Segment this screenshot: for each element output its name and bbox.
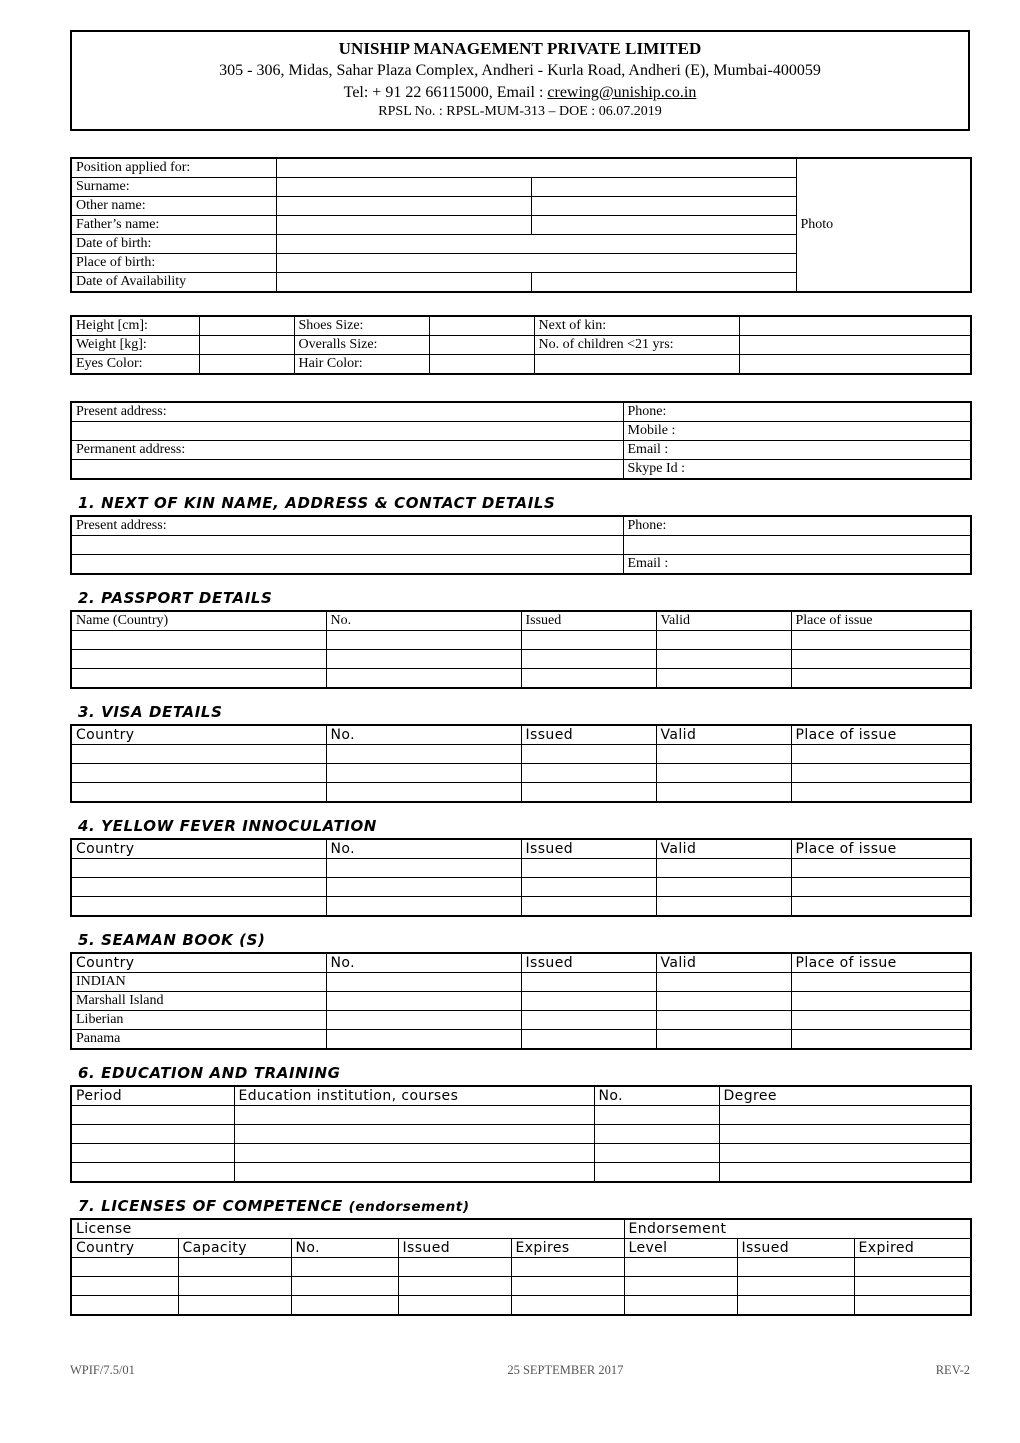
cell[interactable] <box>511 1277 624 1296</box>
cell[interactable] <box>71 650 326 669</box>
cell[interactable] <box>178 1277 291 1296</box>
cell[interactable] <box>71 631 326 650</box>
table-row <box>71 336 971 355</box>
table-row <box>71 669 971 689</box>
cell[interactable] <box>656 764 791 783</box>
personal-details-table <box>70 157 972 293</box>
table-header-row <box>71 839 971 859</box>
table-row <box>71 460 971 480</box>
eyes-color-label: Eyes Color: <box>71 355 199 375</box>
endorsement-col-expired: Expired <box>854 1239 971 1258</box>
cell[interactable] <box>71 745 326 764</box>
cell[interactable] <box>737 1277 854 1296</box>
endorsement-col-level: Level <box>624 1239 737 1258</box>
footer-document-id: WPIF/7.5/01 <box>70 1363 135 1377</box>
cell[interactable] <box>791 897 971 917</box>
kin-address-field-2[interactable] <box>71 555 623 575</box>
table-row <box>71 402 971 422</box>
cell[interactable] <box>326 650 521 669</box>
height-field[interactable] <box>199 316 294 336</box>
table-row <box>71 1125 971 1144</box>
visa-col-country: Country <box>71 725 326 745</box>
cell[interactable] <box>398 1277 511 1296</box>
cell[interactable] <box>791 783 971 803</box>
table-row <box>71 745 971 764</box>
date-of-birth-field[interactable] <box>276 235 796 254</box>
cell[interactable] <box>594 1163 719 1183</box>
cell[interactable] <box>178 1296 291 1316</box>
cell[interactable] <box>656 973 791 992</box>
education-col-institution: Education institution, courses <box>234 1086 594 1106</box>
table-row <box>71 973 971 992</box>
visa-col-place: Place of issue <box>791 725 971 745</box>
licenses-col-issued: Issued <box>398 1239 511 1258</box>
place-of-birth-field[interactable] <box>276 254 796 273</box>
passport-col-name: Name (Country) <box>71 611 326 631</box>
other-name-label: Other name: <box>71 197 276 216</box>
table-row <box>71 1030 971 1050</box>
mobile-label: Mobile : <box>623 422 971 441</box>
cell[interactable] <box>71 783 326 803</box>
cell[interactable] <box>791 1011 971 1030</box>
table-row <box>71 650 971 669</box>
endorsement-col-issued: Issued <box>737 1239 854 1258</box>
visa-col-no: No. <box>326 725 521 745</box>
table-row <box>71 1258 971 1277</box>
cell[interactable] <box>656 783 791 803</box>
passport-details-table <box>70 610 972 689</box>
table-row <box>71 1163 971 1183</box>
table-row <box>71 1011 971 1030</box>
licenses-col-expires: Expires <box>511 1239 624 1258</box>
overalls-size-label: Overalls Size: <box>294 336 429 355</box>
weight-label: Weight [kg]: <box>71 336 199 355</box>
shoes-size-label: Shoes Size: <box>294 316 429 336</box>
cell[interactable] <box>521 669 656 689</box>
eyes-color-field[interactable] <box>199 355 294 375</box>
cell[interactable] <box>791 878 971 897</box>
cell[interactable] <box>719 1106 971 1125</box>
seamanbook-col-country: Country <box>71 953 326 973</box>
height-label: Height [cm]: <box>71 316 199 336</box>
cell[interactable] <box>854 1258 971 1277</box>
visa-details-table <box>70 724 972 803</box>
cell[interactable] <box>656 897 791 917</box>
table-row <box>71 441 971 460</box>
cell[interactable] <box>71 897 326 917</box>
section-heading-next-of-kin: 1. NEXT OF KIN NAME, ADDRESS & CONTACT DETAILS <box>78 494 556 513</box>
hair-color-field[interactable] <box>429 355 534 375</box>
cell[interactable] <box>656 992 791 1011</box>
spacer <box>70 689 970 703</box>
cell[interactable] <box>71 669 326 689</box>
cell[interactable] <box>291 1258 398 1277</box>
cell[interactable] <box>719 1163 971 1183</box>
section-heading-licenses <box>78 1197 970 1215</box>
seamanbook-country-indian: INDIAN <box>71 973 326 992</box>
cell[interactable] <box>791 745 971 764</box>
cell[interactable] <box>234 1106 594 1125</box>
cell[interactable] <box>791 992 971 1011</box>
kin-email-label: Email : <box>623 555 971 575</box>
cell[interactable] <box>521 973 656 992</box>
cell[interactable] <box>791 859 971 878</box>
licenses-competence-table <box>70 1218 972 1316</box>
company-name: UNISHIP MANAGEMENT PRIVATE LIMITED <box>338 39 702 58</box>
cell[interactable] <box>326 992 521 1011</box>
licenses-col-no: No. <box>291 1239 398 1258</box>
yellowfever-col-valid: Valid <box>656 839 791 859</box>
surname-field-a[interactable] <box>276 178 531 197</box>
cell[interactable] <box>791 973 971 992</box>
spacer <box>70 803 970 817</box>
cell[interactable] <box>719 1125 971 1144</box>
cell[interactable] <box>326 973 521 992</box>
cell[interactable] <box>791 764 971 783</box>
seamanbook-col-valid: Valid <box>656 953 791 973</box>
section-heading-visa: 3. VISA DETAILS <box>78 703 223 722</box>
education-col-period: Period <box>71 1086 234 1106</box>
cell[interactable] <box>71 1296 178 1316</box>
cell[interactable] <box>594 1125 719 1144</box>
cell[interactable] <box>656 631 791 650</box>
company-letterhead <box>70 30 970 131</box>
cell[interactable] <box>521 1030 656 1050</box>
table-header-row <box>71 611 971 631</box>
cell[interactable] <box>656 669 791 689</box>
kin-present-address-label: Present address: <box>71 516 623 536</box>
cell[interactable] <box>719 1144 971 1163</box>
next-of-kin-label: Next of kin: <box>534 316 739 336</box>
cell[interactable] <box>737 1296 854 1316</box>
next-of-kin-field[interactable] <box>739 316 971 336</box>
cell[interactable] <box>521 897 656 917</box>
cell[interactable] <box>656 745 791 764</box>
education-training-table <box>70 1085 972 1183</box>
education-col-degree: Degree <box>719 1086 971 1106</box>
cell[interactable] <box>624 1296 737 1316</box>
cell[interactable] <box>326 1030 521 1050</box>
cell[interactable] <box>521 1011 656 1030</box>
table-row <box>71 1106 971 1125</box>
phone-label: Phone: <box>623 402 971 422</box>
cell[interactable] <box>511 1258 624 1277</box>
spacer <box>70 131 970 157</box>
yellowfever-col-issued: Issued <box>521 839 656 859</box>
seamanbook-col-issued: Issued <box>521 953 656 973</box>
cell[interactable] <box>234 1125 594 1144</box>
other-name-field-a[interactable] <box>276 197 531 216</box>
cell[interactable] <box>791 631 971 650</box>
measurements-table <box>70 315 972 375</box>
cell[interactable] <box>791 669 971 689</box>
cell[interactable] <box>326 631 521 650</box>
table-row <box>71 555 971 575</box>
date-of-birth-label: Date of birth: <box>71 235 276 254</box>
measurements-blank-a[interactable] <box>534 355 739 375</box>
spacer <box>70 917 970 931</box>
seamanbook-col-no: No. <box>326 953 521 973</box>
cell[interactable] <box>234 1144 594 1163</box>
seamanbook-country-panama: Panama <box>71 1030 326 1050</box>
passport-col-no: No. <box>326 611 521 631</box>
seamanbook-country-liberian: Liberian <box>71 1011 326 1030</box>
spacer <box>70 375 970 401</box>
cell[interactable] <box>71 878 326 897</box>
table-row <box>71 158 971 178</box>
fathers-name-label: Father’s name: <box>71 216 276 235</box>
present-address-field[interactable] <box>71 422 623 441</box>
passport-col-issued: Issued <box>521 611 656 631</box>
table-row <box>71 1296 971 1316</box>
cell[interactable] <box>521 631 656 650</box>
cell[interactable] <box>521 764 656 783</box>
measurements-blank-b[interactable] <box>739 355 971 375</box>
table-row <box>71 897 971 917</box>
section-heading-education: 6. EDUCATION AND TRAINING <box>78 1064 341 1083</box>
cell[interactable] <box>521 878 656 897</box>
company-address: 305 - 306, Midas, Sahar Plaza Complex, Andheri - Kurla Road, Andheri (E), Mumbai-400059 <box>219 62 821 80</box>
cell[interactable] <box>521 745 656 764</box>
cell[interactable] <box>398 1258 511 1277</box>
company-contact <box>82 82 958 103</box>
cell[interactable] <box>521 859 656 878</box>
cell[interactable] <box>398 1296 511 1316</box>
cell[interactable] <box>656 1030 791 1050</box>
cell[interactable] <box>854 1277 971 1296</box>
cell[interactable] <box>737 1258 854 1277</box>
passport-col-place: Place of issue <box>791 611 971 631</box>
footer-revision: REV-2 <box>935 1363 970 1377</box>
yellow-fever-table <box>70 838 972 917</box>
permanent-address-label: Permanent address: <box>71 441 623 460</box>
cell[interactable] <box>71 859 326 878</box>
contact-prefix: Tel: + 91 22 66115000, Email : <box>343 83 548 101</box>
cell[interactable] <box>594 1144 719 1163</box>
cell[interactable] <box>326 783 521 803</box>
table-row <box>71 631 971 650</box>
place-of-birth-label: Place of birth: <box>71 254 276 273</box>
hair-color-label: Hair Color: <box>294 355 429 375</box>
seamanbook-col-place: Place of issue <box>791 953 971 973</box>
spacer <box>70 293 970 315</box>
table-row <box>71 516 971 536</box>
cell[interactable] <box>234 1163 594 1183</box>
licenses-group-endorsement: Endorsement <box>624 1219 971 1239</box>
cell[interactable] <box>71 1144 234 1163</box>
cell[interactable] <box>656 650 791 669</box>
contact-details-table <box>70 401 972 480</box>
cell[interactable] <box>71 764 326 783</box>
other-name-field-b[interactable] <box>531 197 796 216</box>
table-row <box>71 992 971 1011</box>
overalls-size-field[interactable] <box>429 336 534 355</box>
cell[interactable] <box>326 764 521 783</box>
permanent-address-field[interactable] <box>71 460 623 480</box>
table-header-group-row <box>71 1219 971 1239</box>
next-of-kin-table <box>70 515 972 575</box>
cell[interactable] <box>178 1258 291 1277</box>
cell[interactable] <box>326 878 521 897</box>
surname-field-b[interactable] <box>531 178 796 197</box>
cell[interactable] <box>326 669 521 689</box>
footer-date: 25 SEPTEMBER 2017 <box>507 1363 624 1377</box>
cell[interactable] <box>326 859 521 878</box>
spacer <box>70 1050 970 1064</box>
cell[interactable] <box>624 1277 737 1296</box>
company-email-link[interactable]: crewing@uniship.co.in <box>547 83 697 101</box>
table-row <box>71 1144 971 1163</box>
skype-label: Skype Id : <box>623 460 971 480</box>
table-header-row <box>71 725 971 745</box>
kin-phone-label: Phone: <box>623 516 971 536</box>
yellowfever-col-no: No. <box>326 839 521 859</box>
spacer <box>70 1183 970 1197</box>
table-header-row <box>71 953 971 973</box>
spacer <box>70 480 970 494</box>
table-row <box>71 878 971 897</box>
licenses-group-license: License <box>71 1219 624 1239</box>
cell[interactable] <box>326 1011 521 1030</box>
cell[interactable] <box>291 1296 398 1316</box>
cell[interactable] <box>791 1030 971 1050</box>
table-header-row <box>71 1239 971 1258</box>
section-heading-yellow-fever: 4. YELLOW FEVER INNOCULATION <box>78 817 377 836</box>
seaman-book-table <box>70 952 972 1050</box>
cell[interactable] <box>854 1296 971 1316</box>
table-row <box>71 536 971 555</box>
children-count-field[interactable] <box>739 336 971 355</box>
cell[interactable] <box>791 650 971 669</box>
cell[interactable] <box>521 783 656 803</box>
weight-field[interactable] <box>199 336 294 355</box>
cell[interactable] <box>71 1106 234 1125</box>
table-row <box>71 1277 971 1296</box>
yellowfever-col-place: Place of issue <box>791 839 971 859</box>
cell[interactable] <box>291 1277 398 1296</box>
licenses-heading-sub: (endorsement) <box>348 1199 470 1216</box>
cell[interactable] <box>656 878 791 897</box>
photo-placeholder[interactable]: Photo <box>796 158 971 292</box>
date-of-availability-field-b[interactable] <box>531 273 796 293</box>
education-col-no: No. <box>594 1086 719 1106</box>
cell[interactable] <box>326 745 521 764</box>
present-address-label: Present address: <box>71 402 623 422</box>
cell[interactable] <box>594 1106 719 1125</box>
licenses-col-country: Country <box>71 1239 178 1258</box>
rpsl-info: RPSL No. : RPSL-MUM-313 – DOE : 06.07.2019 <box>378 103 662 119</box>
date-of-availability-field-a[interactable] <box>276 273 531 293</box>
visa-col-valid: Valid <box>656 725 791 745</box>
spacer <box>70 575 970 589</box>
visa-col-issued: Issued <box>521 725 656 745</box>
table-header-row <box>71 1086 971 1106</box>
position-applied-label: Position applied for: <box>71 158 276 178</box>
cell[interactable] <box>71 1125 234 1144</box>
cell[interactable] <box>71 1258 178 1277</box>
position-applied-field[interactable] <box>276 158 796 178</box>
fathers-name-field-a[interactable] <box>276 216 531 235</box>
surname-label: Surname: <box>71 178 276 197</box>
table-row <box>71 316 971 336</box>
cell[interactable] <box>656 859 791 878</box>
shoes-size-field[interactable] <box>429 316 534 336</box>
cell[interactable] <box>521 992 656 1011</box>
yellowfever-col-country: Country <box>71 839 326 859</box>
table-row <box>71 422 971 441</box>
table-row <box>71 355 971 375</box>
table-row <box>71 764 971 783</box>
licenses-col-capacity: Capacity <box>178 1239 291 1258</box>
table-row <box>71 859 971 878</box>
table-row <box>71 783 971 803</box>
passport-col-valid: Valid <box>656 611 791 631</box>
children-count-label: No. of children <21 yrs: <box>534 336 739 355</box>
fathers-name-field-b[interactable] <box>531 216 796 235</box>
kin-phone-field[interactable] <box>623 536 971 555</box>
page-footer <box>70 1363 970 1378</box>
section-heading-seaman-book: 5. SEAMAN BOOK (S) <box>78 931 266 950</box>
seamanbook-country-marshall-island: Marshall Island <box>71 992 326 1011</box>
cell[interactable] <box>326 897 521 917</box>
licenses-heading-main: 7. LICENSES OF COMPETENCE <box>78 1197 349 1216</box>
cell[interactable] <box>71 1277 178 1296</box>
cell[interactable] <box>71 1163 234 1183</box>
cell[interactable] <box>656 1011 791 1030</box>
cell[interactable] <box>624 1258 737 1277</box>
section-heading-passport: 2. PASSPORT DETAILS <box>78 589 273 608</box>
cell[interactable] <box>511 1296 624 1316</box>
cell[interactable] <box>521 650 656 669</box>
email-label: Email : <box>623 441 971 460</box>
date-of-availability-label: Date of Availability <box>71 273 276 293</box>
kin-address-field-1[interactable] <box>71 536 623 555</box>
